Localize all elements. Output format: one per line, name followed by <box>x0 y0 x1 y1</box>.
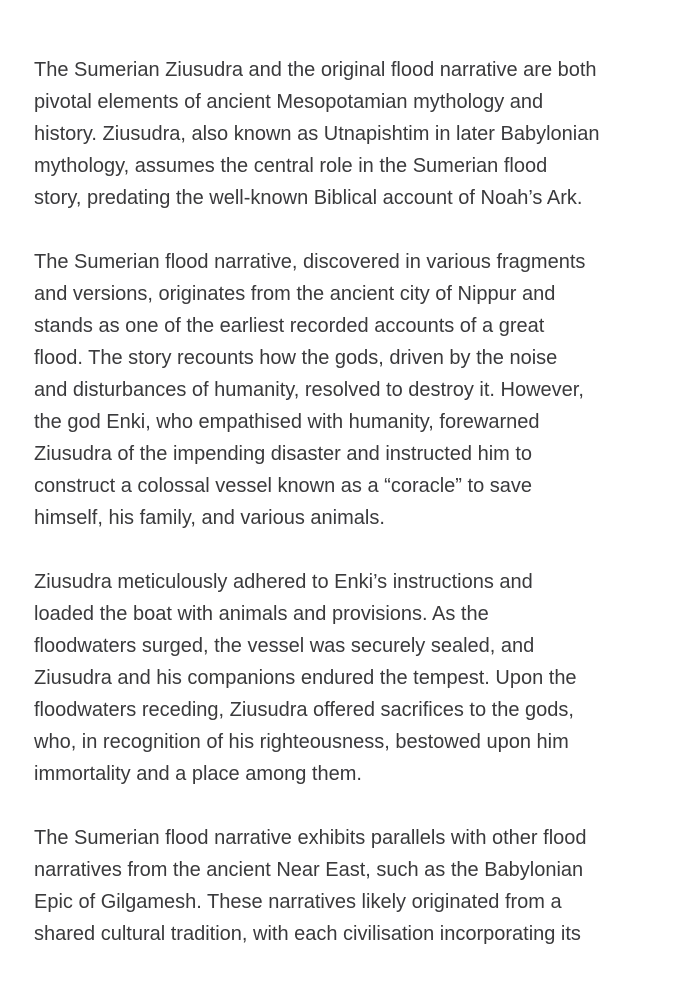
article-paragraph-3: Ziusudra meticulously adhered to Enki’s instructions and loaded the boat with animals and provisions. As the floodwaters surged, the vessel was securely sealed, and Ziusudra and his companions endured the tempest. Upon the floodwaters receding, Ziusudra offered sacrifices to the gods, who, in recognition of his righteousness, bestowed upon him immortality and a place among them. <box>34 571 577 785</box>
article-paragraph-4: The Sumerian flood narrative exhibits parallels with other flood narratives from the ancient Near East, such as the Babylonian Epic of Gilgamesh. These narratives likely originated from a shared cultural tradition, with each civilisation incorporating its <box>34 827 587 945</box>
article-body <box>34 54 670 982</box>
article-paragraph-2: The Sumerian flood narrative, discovered in various fragments and versions, originates from the ancient city of Nippur and stands as one of the earliest recorded accounts of a great flood. The story recounts how the gods, driven by the noise and disturbances of humanity, resolved to destroy it. However, the god Enki, who empathised with humanity, forewarned Ziusudra of the impending disaster and instructed him to construct a colossal vessel known as a “coracle” to save himself, his family, and various animals. <box>34 251 586 529</box>
article-paragraph-1: The Sumerian Ziusudra and the original flood narrative are both pivotal elements of ancient Mesopotamian mythology and history. Ziusudra, also known as Utnapishtim in later Babylonian mythology, assumes the central role in the Sumerian flood story, predating the well-known Biblical account of Noah’s Ark. <box>34 59 600 209</box>
